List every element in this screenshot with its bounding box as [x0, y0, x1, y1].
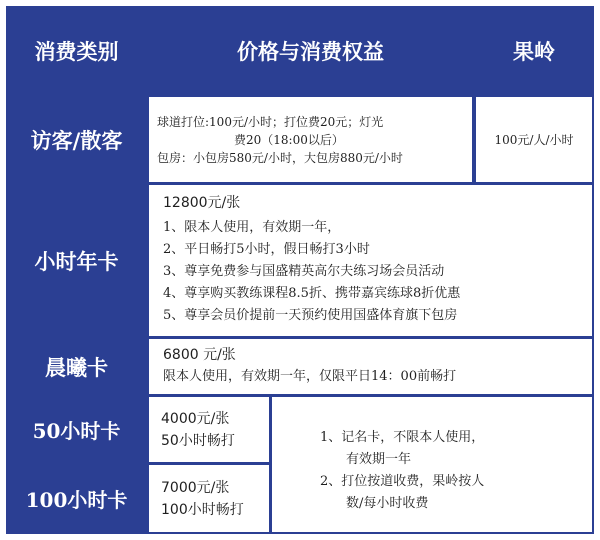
- hour-annual-item-1: 1、限本人使用，有效期一年，: [163, 220, 341, 235]
- visitor-green-price-text: 100元/人/小时: [494, 133, 574, 147]
- category-morning-card: [8, 339, 145, 394]
- hour-card-note-2: 有效期一年: [346, 452, 412, 467]
- hour-annual-item-2: 2、平日畅打5小时，假日畅打3小时: [163, 242, 370, 257]
- card50-details: [149, 397, 269, 462]
- hour-annual-item-4: 4、尊享购买教练课程8.5折、携带嘉宾练球8折优惠: [163, 286, 461, 301]
- visitor-detail-line-3: 包房：小包房580元/小时，大包房880元/小时: [157, 151, 403, 165]
- header-price-benefits-label: 价格与消费权益: [237, 39, 384, 64]
- header-category: [8, 8, 145, 94]
- category-hour-annual-card-label: 小时年卡: [34, 248, 119, 274]
- morning-desc: 限本人使用，有效期一年，仅限平日14：00前畅打: [163, 369, 457, 384]
- hour-annual-item-3: 3、尊享免费参与国盛精英高尔夫练习场会员活动: [163, 264, 445, 279]
- card100-details: [149, 465, 269, 532]
- header-green: [476, 8, 592, 94]
- visitor-details: [149, 97, 472, 182]
- hour-card-note-4: 数/每小时收费: [346, 496, 429, 511]
- category-50-hour-card-label: 50小时卡: [32, 419, 121, 443]
- category-visitor: [8, 97, 145, 182]
- hour-annual-details: [149, 185, 592, 336]
- header-green-label: 果岭: [513, 39, 555, 64]
- hour-annual-item-5: 5、尊享会员价提前一天预约使用国盛体育旗下包房: [163, 308, 458, 323]
- visitor-green-price: [476, 97, 592, 182]
- card100-price: 7000元/张: [161, 480, 230, 496]
- card100-hours: 100小时畅打: [161, 502, 244, 518]
- hour-annual-price: 12800元/张: [163, 195, 241, 211]
- header-price-benefits: [149, 8, 472, 94]
- visitor-detail-line-1: 球道打位:100元/小时；打位费20元；灯光: [157, 115, 384, 129]
- hour-card-note-1: 1、记名卡，不限本人使用，: [320, 430, 485, 445]
- category-100-hour-card-label: 100小时卡: [25, 488, 128, 512]
- visitor-detail-line-2: 费20（18:00以后）: [234, 133, 344, 147]
- morning-price: 6800 元/张: [163, 347, 236, 363]
- category-100-hour-card: [8, 465, 145, 532]
- header-category-label: 消费类别: [34, 39, 119, 64]
- card50-hours: 50小时畅打: [161, 433, 235, 449]
- card50-price: 4000元/张: [161, 411, 230, 427]
- category-50-hour-card: [8, 397, 145, 462]
- category-hour-annual-card: [8, 185, 145, 336]
- category-visitor-label: 访客/散客: [30, 127, 123, 153]
- hour-card-note-3: 2、打位按道收费，果岭按人: [320, 474, 485, 489]
- morning-details: [149, 339, 592, 394]
- hour-card-notes: [272, 397, 592, 532]
- category-morning-card-label: 晨曦卡: [45, 354, 108, 380]
